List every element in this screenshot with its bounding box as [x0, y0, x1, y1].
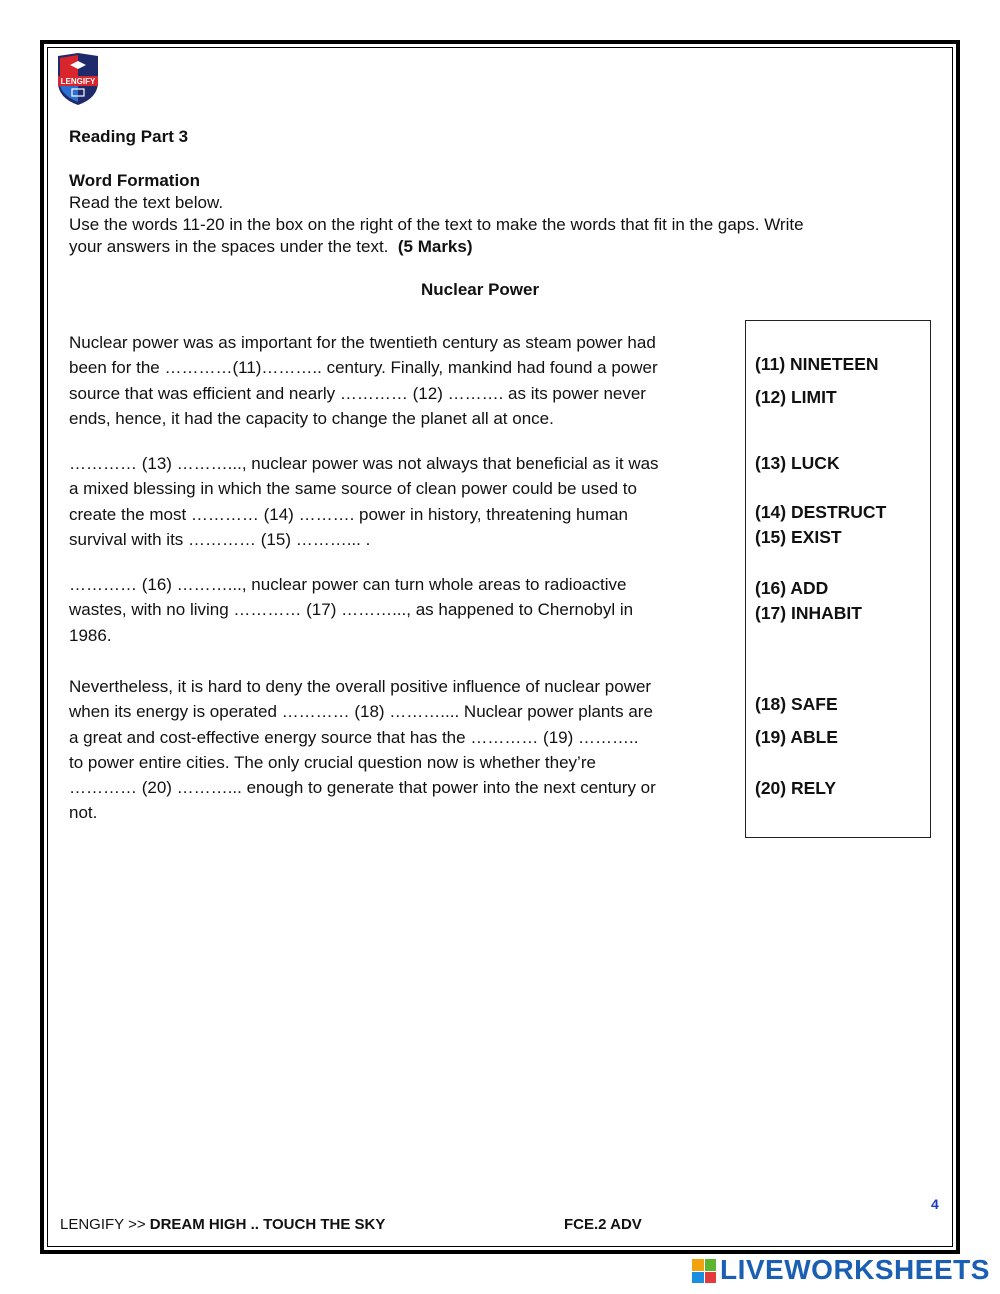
task-title: Word Formation [69, 171, 200, 190]
liveworksheets-icon [692, 1259, 716, 1283]
text-line: to power entire cities. The only crucial question now is whether they’re [69, 752, 596, 772]
text-line: survival with its ………… (15) ………... . [69, 529, 371, 549]
word-item: (16) ADD [755, 578, 829, 598]
text-line: Nevertheless, it is hard to deny the overall positive influence of nuclear power [69, 677, 652, 696]
footer-slogan [60, 1216, 385, 1233]
text-line: wastes, with no living ………… (17) ………..., as happened to Chernobyl in [69, 600, 634, 620]
word-item: (18) SAFE [755, 694, 838, 714]
word-item: (15) EXIST [755, 527, 842, 547]
instruction-line: Read the text below. [69, 193, 224, 212]
page-number: 4 [931, 1196, 939, 1212]
paragraph-3 [69, 572, 633, 648]
instruction-text: your answers in the spaces under the text. [69, 237, 389, 256]
text-line: a mixed blessing in which the same source of clean power could be used to [69, 479, 637, 499]
text-line: Nuclear power was as important for the twentieth century as steam power had [69, 333, 656, 352]
text-line: been for the …………(11)……….. century. Finally, mankind had found a power [69, 358, 658, 378]
footer-course: FCE.2 ADV [564, 1216, 642, 1233]
text-line: create the most ………… (14) ………. power in history, threatening human [69, 504, 629, 524]
text-line: ends, hence, it had the capacity to change the planet all at once. [69, 408, 554, 428]
word-item: (13) LUCK [755, 453, 840, 473]
text-line: source that was efficient and nearly ………… (12) ………. as its power never [69, 383, 646, 403]
paragraph-1 [69, 330, 658, 431]
instruction-line: Use the words 11-20 in the box on the right of the text to make the words that fit in the gaps. Write [69, 215, 804, 234]
liveworksheets-watermark: LIVEWORKSHEETS [720, 1254, 990, 1285]
text-title: Nuclear Power [421, 280, 540, 299]
paragraph-2 [69, 451, 659, 552]
word-item: (17) INHABIT [755, 603, 862, 623]
text-line: when its energy is operated ………… (18) ……….... Nuclear power plants are [69, 702, 653, 722]
section-title: Reading Part 3 [69, 127, 189, 146]
text-line: ………… (13) ………..., nuclear power was not always that beneficial as it was [69, 454, 659, 473]
word-item: (11) NINETEEN [755, 354, 879, 374]
footer-prefix: LENGIFY >> [60, 1216, 150, 1233]
text-line: 1986. [69, 625, 112, 645]
svg-text:LENGIFY: LENGIFY [60, 77, 96, 86]
lengify-logo [55, 52, 101, 106]
paragraph-4 [69, 674, 656, 826]
marks-label: (5 Marks) [397, 237, 473, 256]
text-line: not. [69, 803, 98, 823]
text-line: ………… (20) ………... enough to generate that power into the next century or [69, 778, 656, 798]
word-item: (19) ABLE [755, 727, 838, 747]
instruction-line [69, 237, 473, 257]
word-item: (12) LIMIT [755, 387, 837, 407]
word-item: (20) RELY [755, 778, 837, 798]
word-item: (14) DESTRUCT [755, 502, 887, 522]
text-line: a great and cost-effective energy source that has the ………… (19) ……….. [69, 727, 639, 747]
text-line: ………… (16) ………..., nuclear power can turn whole areas to radioactive [69, 575, 627, 594]
footer-slogan-text: DREAM HIGH .. TOUCH THE SKY [149, 1216, 386, 1233]
